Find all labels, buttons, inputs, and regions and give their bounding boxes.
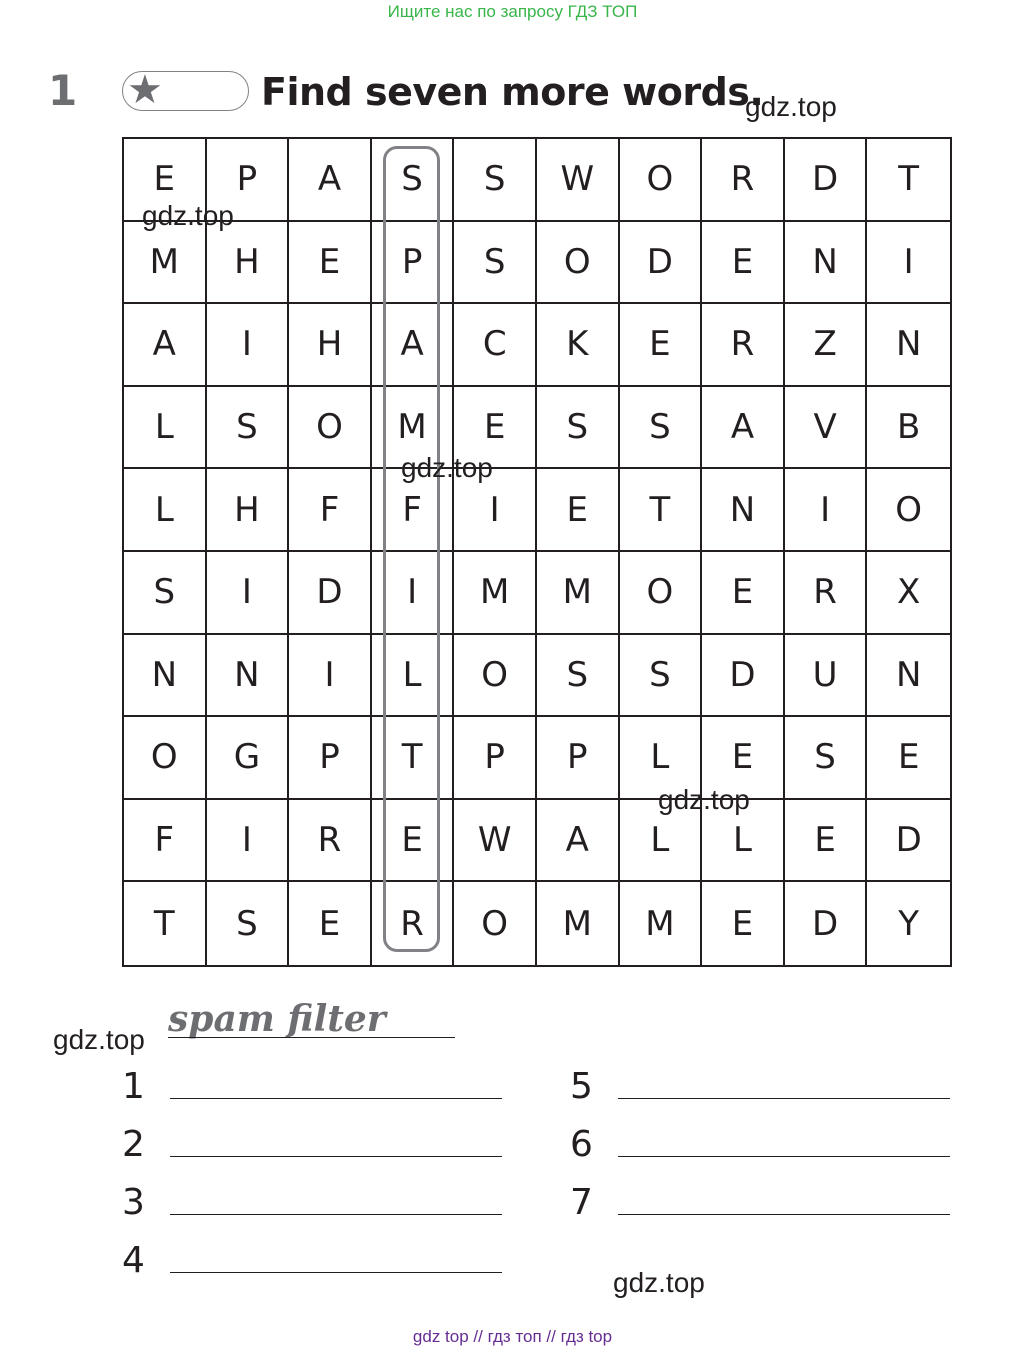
grid-cell[interactable]: E — [702, 552, 785, 635]
word-search-grid — [122, 137, 952, 967]
grid-cell[interactable]: E — [289, 222, 372, 305]
grid-cell[interactable]: E — [620, 304, 703, 387]
watermark: gdz.top — [745, 91, 837, 122]
grid-cell[interactable]: E — [785, 800, 868, 883]
grid-cell[interactable]: M — [620, 882, 703, 965]
grid-cell[interactable]: E — [702, 717, 785, 800]
answer-field[interactable] — [618, 1156, 950, 1157]
grid-cell[interactable]: I — [454, 469, 537, 552]
watermark: gdz.top — [53, 1024, 145, 1055]
grid-cell[interactable]: N — [867, 635, 950, 718]
grid-cell[interactable]: H — [207, 222, 290, 305]
grid-cell[interactable]: P — [372, 222, 455, 305]
grid-cell[interactable]: M — [537, 882, 620, 965]
answer-field[interactable] — [618, 1098, 950, 1099]
grid-cell[interactable]: H — [207, 469, 290, 552]
grid-cell[interactable]: R — [702, 304, 785, 387]
grid-cell[interactable]: M — [537, 552, 620, 635]
grid-cell[interactable]: W — [537, 139, 620, 222]
grid-cell[interactable]: S — [454, 222, 537, 305]
answer-field[interactable] — [170, 1272, 502, 1273]
grid-cell[interactable]: N — [867, 304, 950, 387]
grid-cell[interactable]: T — [124, 882, 207, 965]
grid-cell[interactable]: A — [124, 304, 207, 387]
grid-cell[interactable]: O — [124, 717, 207, 800]
grid-cell[interactable]: I — [207, 552, 290, 635]
grid-cell[interactable]: E — [702, 222, 785, 305]
grid-cell[interactable]: V — [785, 387, 868, 470]
grid-cell[interactable]: T — [867, 139, 950, 222]
grid-cell[interactable]: P — [289, 717, 372, 800]
watermark: gdz.top — [613, 1267, 705, 1298]
answer-field[interactable] — [170, 1214, 502, 1215]
grid-cell[interactable]: M — [454, 552, 537, 635]
answer-number: 7 — [570, 1182, 593, 1223]
grid-cell[interactable]: E — [702, 882, 785, 965]
answer-number: 4 — [122, 1240, 145, 1281]
grid-cell[interactable]: W — [454, 800, 537, 883]
grid-cell[interactable]: O — [620, 552, 703, 635]
grid-cell[interactable]: E — [537, 469, 620, 552]
grid-cell[interactable]: O — [289, 387, 372, 470]
watermark: gdz.top — [142, 200, 234, 231]
grid-cell[interactable]: L — [372, 635, 455, 718]
grid-cell[interactable]: N — [702, 469, 785, 552]
grid-cell[interactable]: P — [454, 717, 537, 800]
grid-cell[interactable]: H — [289, 304, 372, 387]
answer-field[interactable] — [170, 1156, 502, 1157]
grid-cell[interactable]: S — [454, 139, 537, 222]
grid-cell[interactable]: B — [867, 387, 950, 470]
difficulty-badge — [122, 67, 249, 113]
grid-cell[interactable]: L — [702, 800, 785, 883]
example-answer: spam filter — [168, 998, 386, 1040]
grid-cell[interactable]: N — [207, 635, 290, 718]
answer-field[interactable] — [618, 1214, 950, 1215]
grid-cell[interactable]: P — [207, 139, 290, 222]
grid-cell[interactable]: C — [454, 304, 537, 387]
grid-cell[interactable]: O — [454, 882, 537, 965]
grid-cell[interactable]: P — [537, 717, 620, 800]
grid-cell[interactable]: S — [372, 139, 455, 222]
grid-cell[interactable]: A — [702, 387, 785, 470]
grid-cell[interactable]: A — [289, 139, 372, 222]
grid-cell[interactable]: M — [124, 222, 207, 305]
grid-cell[interactable]: S — [537, 635, 620, 718]
watermark: gdz.top — [658, 784, 750, 815]
grid-cell[interactable]: F — [289, 469, 372, 552]
grid-cell[interactable]: L — [620, 800, 703, 883]
answer-number: 2 — [122, 1124, 145, 1165]
grid-cell[interactable]: R — [289, 800, 372, 883]
grid-cell[interactable]: L — [124, 387, 207, 470]
grid-cell[interactable]: U — [785, 635, 868, 718]
grid-cell[interactable]: E — [454, 387, 537, 470]
grid-cell[interactable]: D — [620, 222, 703, 305]
answer-number: 5 — [570, 1066, 593, 1107]
grid-cell[interactable]: I — [785, 469, 868, 552]
grid-cell[interactable]: S — [620, 387, 703, 470]
grid-cell[interactable]: S — [207, 882, 290, 965]
grid-cell[interactable]: D — [867, 800, 950, 883]
grid-cell[interactable]: Y — [898, 903, 920, 944]
grid-cell[interactable]: I — [207, 800, 290, 883]
answer-number: 3 — [122, 1182, 145, 1223]
watermark: gdz.top — [401, 452, 493, 483]
grid-cell[interactable]: F — [372, 469, 455, 552]
grid-cell[interactable]: N — [124, 635, 207, 718]
grid-cell[interactable]: Z — [785, 304, 868, 387]
grid-cell[interactable]: M — [372, 387, 455, 470]
footer: gdz top // гдз топ // гдз top — [412, 1327, 613, 1346]
grid-cell[interactable]: E — [124, 139, 207, 222]
example-word-highlight — [383, 146, 440, 952]
grid-cell[interactable]: A — [372, 304, 455, 387]
grid-cell[interactable]: E — [372, 800, 455, 883]
grid-cell[interactable]: F — [124, 800, 207, 883]
grid-cell[interactable]: L — [124, 469, 207, 552]
exercise-number: 1 — [48, 66, 78, 115]
grid-cell[interactable]: D — [702, 635, 785, 718]
grid-cell[interactable]: D — [785, 882, 868, 965]
answer-number: 1 — [122, 1066, 145, 1107]
grid-cell[interactable]: E — [867, 717, 950, 800]
grid-cell[interactable]: K — [537, 304, 620, 387]
grid-cell[interactable]: O — [620, 139, 703, 222]
grid-cell[interactable]: O — [454, 635, 537, 718]
grid-cell[interactable]: T — [372, 717, 455, 800]
top-banner: Ищите нас по запросу ГДЗ ТОП — [387, 2, 638, 21]
grid-cell[interactable]: I — [207, 304, 290, 387]
grid-cell[interactable]: R — [785, 552, 868, 635]
grid-cell[interactable]: A — [537, 800, 620, 883]
grid-cell[interactable]: L — [620, 717, 703, 800]
grid-cell[interactable]: I — [372, 552, 455, 635]
grid-cell[interactable]: D — [785, 139, 868, 222]
answer-field[interactable] — [170, 1098, 502, 1099]
grid-cell[interactable]: T — [620, 469, 703, 552]
grid-cell[interactable]: S — [207, 387, 290, 470]
grid-cell[interactable]: R — [372, 882, 455, 965]
grid-cell[interactable]: I — [867, 222, 950, 305]
grid-cell[interactable]: D — [289, 552, 372, 635]
exercise-instruction: Find seven more words. — [261, 70, 764, 114]
grid-cell[interactable]: R — [702, 139, 785, 222]
answer-number: 6 — [570, 1124, 593, 1165]
grid-cell[interactable]: S — [537, 387, 620, 470]
grid-cell[interactable]: S — [785, 717, 868, 800]
star-icon: ★ — [127, 67, 163, 113]
grid-cell[interactable]: S — [620, 635, 703, 718]
grid-cell[interactable]: G — [207, 717, 290, 800]
grid-cell[interactable]: N — [785, 222, 868, 305]
grid-cell[interactable]: S — [124, 552, 207, 635]
grid-cell[interactable]: O — [537, 222, 620, 305]
grid-cell[interactable]: X — [867, 552, 950, 635]
grid-cell[interactable]: I — [289, 635, 372, 718]
example-answer-line — [168, 1037, 455, 1038]
grid-cell[interactable]: O — [867, 469, 950, 552]
grid-cell[interactable]: E — [289, 882, 372, 965]
